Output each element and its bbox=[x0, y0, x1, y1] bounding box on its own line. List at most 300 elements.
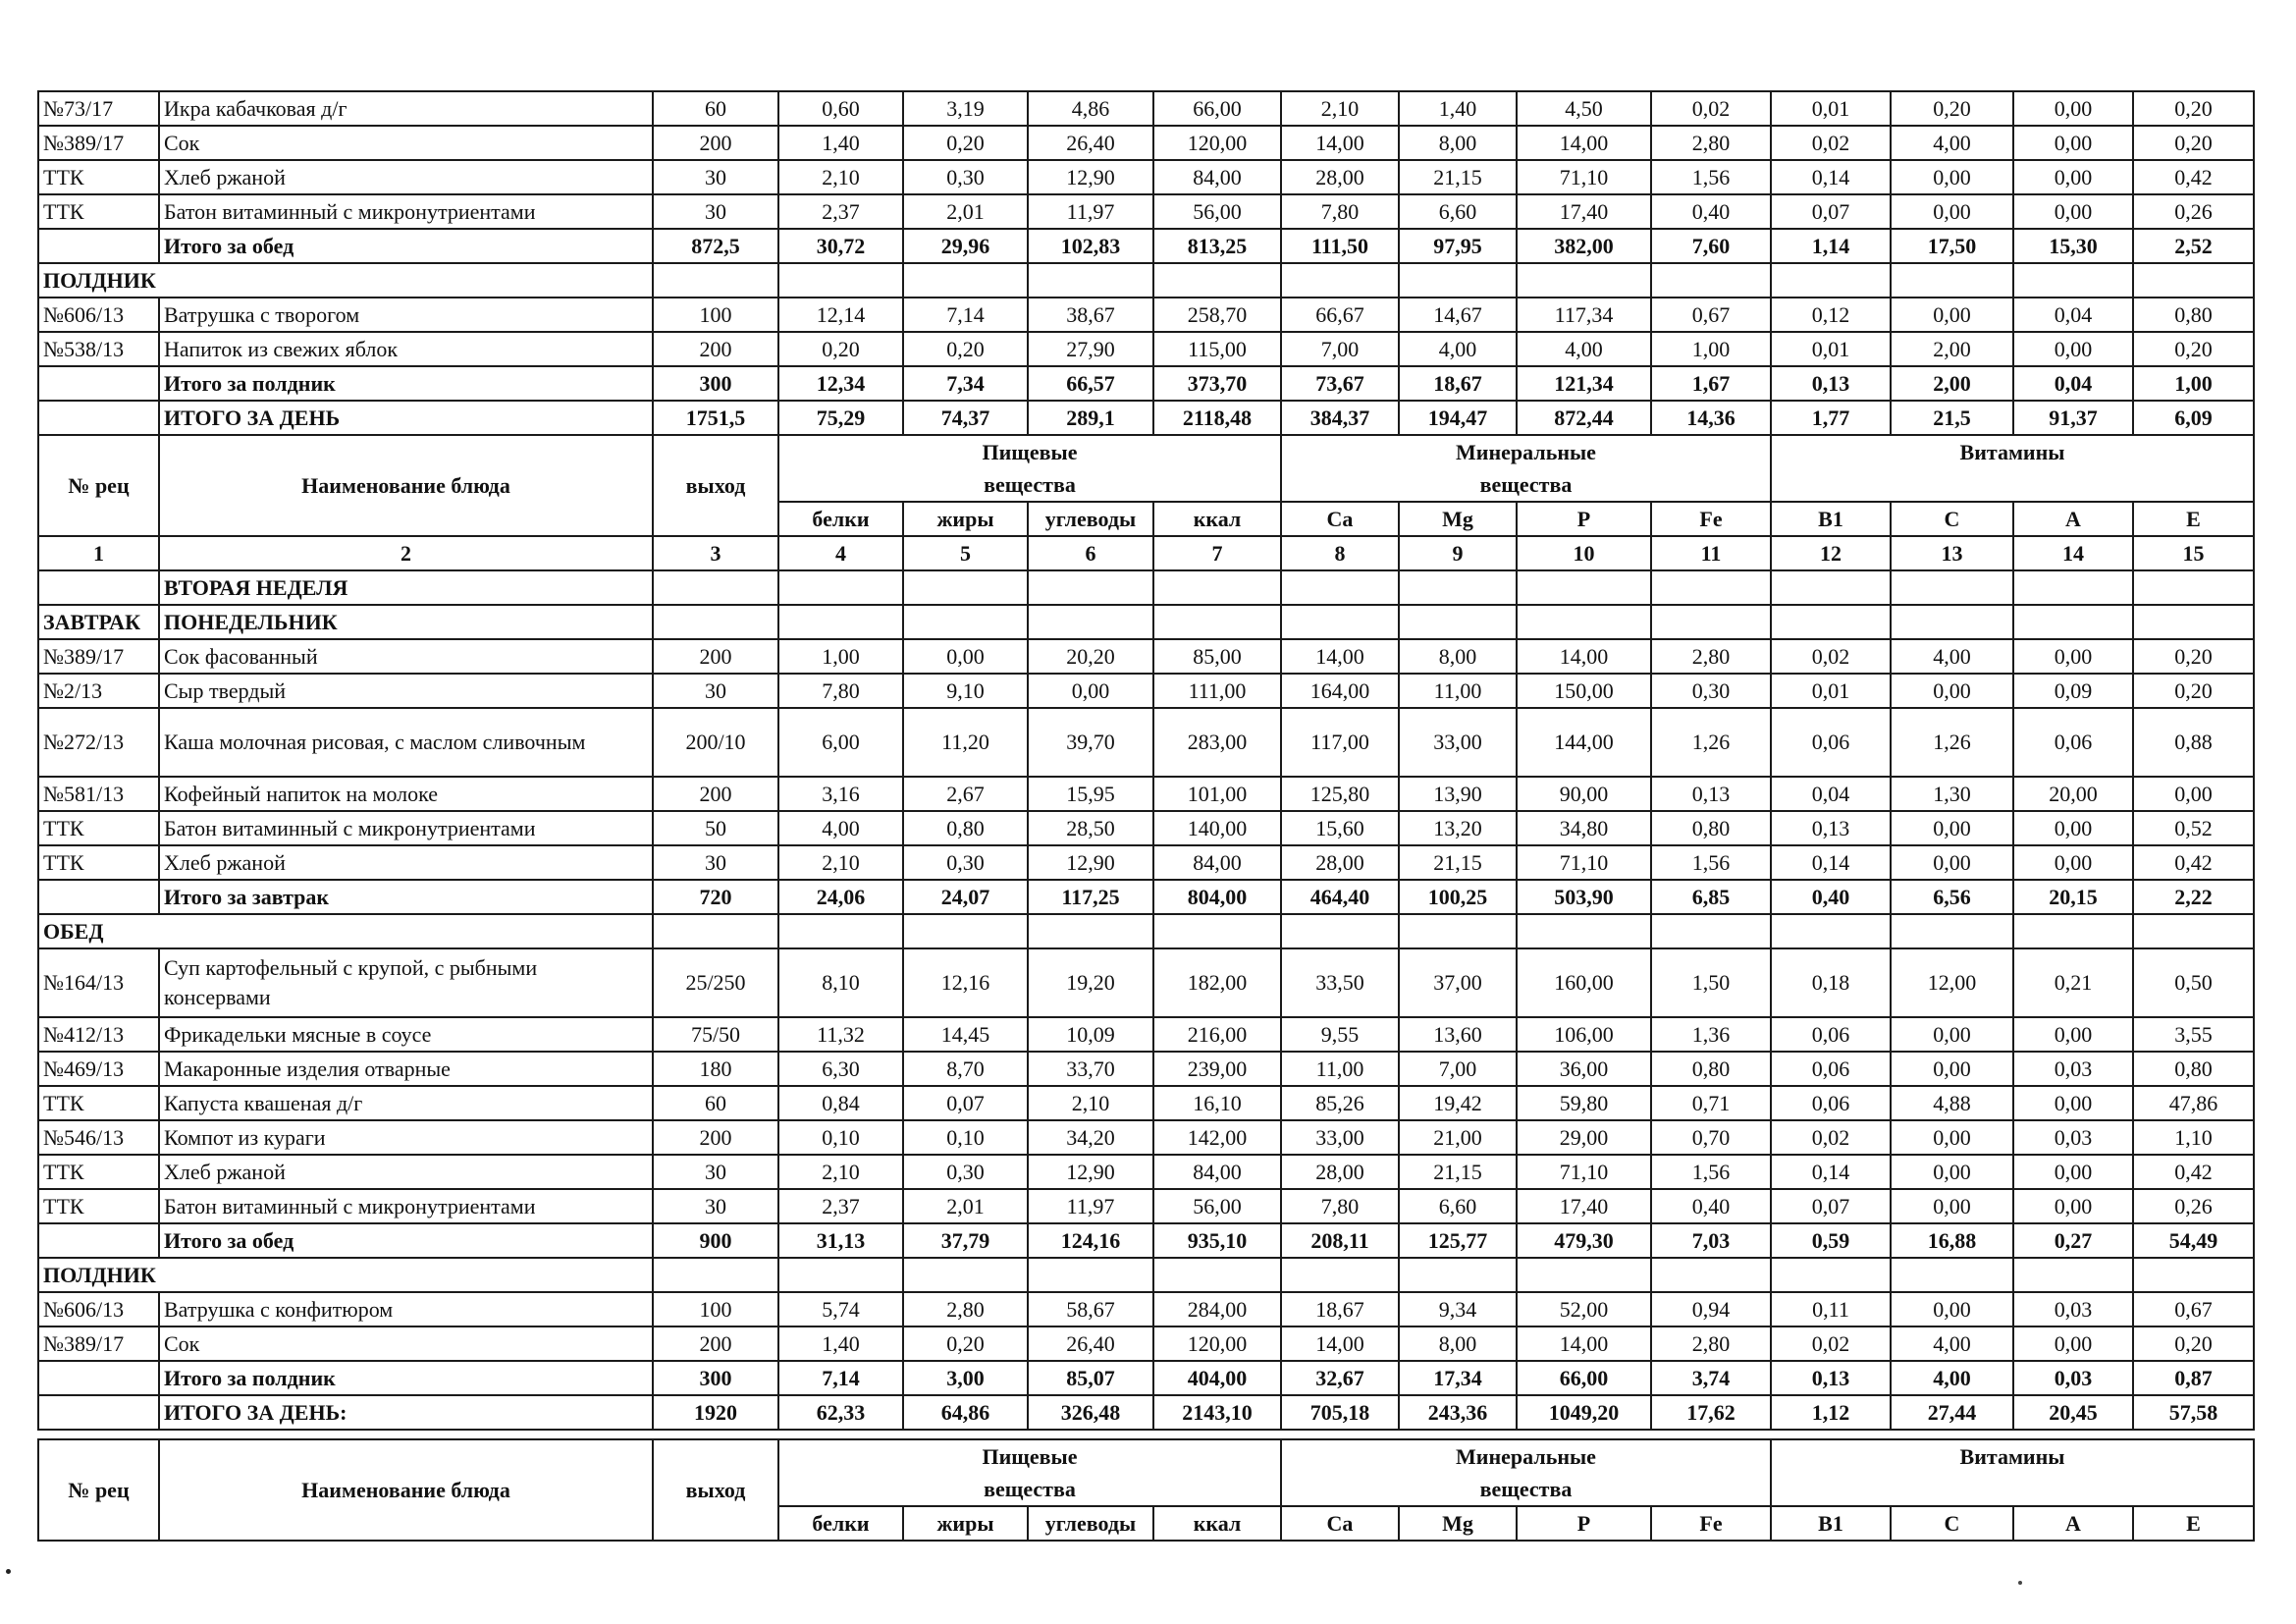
value-cell: 0,13 bbox=[1771, 1361, 1891, 1395]
value-cell: 8,00 bbox=[1399, 639, 1517, 674]
value-cell: 813,25 bbox=[1153, 229, 1281, 263]
recipe-number: ТТК bbox=[38, 845, 159, 880]
value-cell: 0,00 bbox=[2013, 1086, 2133, 1120]
value-cell: 17,34 bbox=[1399, 1361, 1517, 1395]
value-cell: 0,42 bbox=[2133, 845, 2254, 880]
value-cell: 6,60 bbox=[1399, 1189, 1517, 1223]
value-cell: 0,00 bbox=[1891, 1017, 2013, 1052]
value-cell: 54,49 bbox=[2133, 1223, 2254, 1258]
table-row bbox=[38, 777, 2254, 811]
recipe-number: ТТК bbox=[38, 1086, 159, 1120]
value-cell: 0,06 bbox=[1771, 1052, 1891, 1086]
value-cell: 71,10 bbox=[1517, 1155, 1651, 1189]
dish-output: 30 bbox=[653, 674, 778, 708]
value-cell: 2143,10 bbox=[1153, 1395, 1281, 1430]
value-cell: 91,37 bbox=[2013, 401, 2133, 435]
value-cell: 7,14 bbox=[778, 1361, 903, 1395]
value-cell: 28,00 bbox=[1281, 845, 1399, 880]
value-cell: 3,74 bbox=[1651, 1361, 1771, 1395]
value-cell: 12,00 bbox=[1891, 948, 2013, 1017]
value-cell: 0,00 bbox=[1891, 1120, 2013, 1155]
value-cell: 7,14 bbox=[903, 298, 1028, 332]
blank-cell bbox=[2133, 1258, 2254, 1292]
value-cell: 0,40 bbox=[1651, 194, 1771, 229]
blank-cell bbox=[1517, 914, 1651, 948]
value-cell: 0,30 bbox=[1651, 674, 1771, 708]
dish-output: 720 bbox=[653, 880, 778, 914]
dish-output: 60 bbox=[653, 91, 778, 126]
value-cell: 29,00 bbox=[1517, 1120, 1651, 1155]
blank-cell bbox=[1891, 1258, 2013, 1292]
value-cell: 9,34 bbox=[1399, 1292, 1517, 1326]
value-cell: 0,00 bbox=[2013, 1326, 2133, 1361]
value-cell: 4,00 bbox=[1891, 639, 2013, 674]
value-cell: 8,70 bbox=[903, 1052, 1028, 1086]
value-cell: 66,67 bbox=[1281, 298, 1399, 332]
table-row bbox=[38, 1052, 2254, 1086]
value-cell: 2,22 bbox=[2133, 880, 2254, 914]
value-cell: 0,00 bbox=[2013, 160, 2133, 194]
column-number: 15 bbox=[2133, 536, 2254, 570]
value-cell: 12,34 bbox=[778, 366, 903, 401]
header-output: выход bbox=[653, 435, 778, 536]
value-cell: 14,00 bbox=[1281, 126, 1399, 160]
header-minerals-2: вещества bbox=[1281, 468, 1771, 502]
recipe-number bbox=[38, 880, 159, 914]
table-row bbox=[38, 126, 2254, 160]
value-cell: 117,00 bbox=[1281, 708, 1399, 777]
value-cell: 120,00 bbox=[1153, 1326, 1281, 1361]
recipe-number: №389/17 bbox=[38, 1326, 159, 1361]
column-number: 6 bbox=[1028, 536, 1153, 570]
header-vitamins-r2 bbox=[1771, 1473, 2254, 1506]
blank-cell bbox=[778, 263, 903, 298]
value-cell: 12,90 bbox=[1028, 160, 1153, 194]
value-cell: 3,00 bbox=[903, 1361, 1028, 1395]
value-cell: 21,15 bbox=[1399, 1155, 1517, 1189]
value-cell: 125,77 bbox=[1399, 1223, 1517, 1258]
section-row bbox=[38, 1258, 2254, 1292]
value-cell: 0,14 bbox=[1771, 160, 1891, 194]
value-cell: 17,40 bbox=[1517, 194, 1651, 229]
value-cell: 111,50 bbox=[1281, 229, 1399, 263]
value-cell: 6,00 bbox=[778, 708, 903, 777]
recipe-number: №2/13 bbox=[38, 674, 159, 708]
recipe-number: №546/13 bbox=[38, 1120, 159, 1155]
value-cell: 464,40 bbox=[1281, 880, 1399, 914]
value-cell: 32,67 bbox=[1281, 1361, 1399, 1395]
value-cell: 106,00 bbox=[1517, 1017, 1651, 1052]
blank-cell bbox=[38, 570, 159, 605]
value-cell: 0,00 bbox=[1891, 298, 2013, 332]
recipe-number: ТТК bbox=[38, 194, 159, 229]
value-cell: 194,47 bbox=[1399, 401, 1517, 435]
value-cell: 1049,20 bbox=[1517, 1395, 1651, 1430]
top-section bbox=[38, 91, 2254, 435]
total-row bbox=[38, 1361, 2254, 1395]
dish-output: 180 bbox=[653, 1052, 778, 1086]
dish-name: Итого за обед bbox=[159, 1223, 653, 1258]
value-cell: 1,26 bbox=[1651, 708, 1771, 777]
main-section bbox=[38, 570, 2254, 1430]
column-number: 8 bbox=[1281, 536, 1399, 570]
value-cell: 0,00 bbox=[2013, 126, 2133, 160]
value-cell: 1,40 bbox=[778, 1326, 903, 1361]
value-cell: 14,36 bbox=[1651, 401, 1771, 435]
blank-cell bbox=[1153, 1258, 1281, 1292]
value-cell: 26,40 bbox=[1028, 1326, 1153, 1361]
recipe-number: №581/13 bbox=[38, 777, 159, 811]
dish-name: Кофейный напиток на молоке bbox=[159, 777, 653, 811]
value-cell: 0,88 bbox=[2133, 708, 2254, 777]
value-cell: 90,00 bbox=[1517, 777, 1651, 811]
column-name: P bbox=[1517, 1506, 1651, 1541]
value-cell: 73,67 bbox=[1281, 366, 1399, 401]
value-cell: 2,10 bbox=[778, 160, 903, 194]
column-number: 1 bbox=[38, 536, 159, 570]
table-row bbox=[38, 298, 2254, 332]
value-cell: 13,60 bbox=[1399, 1017, 1517, 1052]
value-cell: 11,32 bbox=[778, 1017, 903, 1052]
value-cell: 239,00 bbox=[1153, 1052, 1281, 1086]
dish-name: Батон витаминный с микронутриентами bbox=[159, 1189, 653, 1223]
value-cell: 0,09 bbox=[2013, 674, 2133, 708]
value-cell: 27,44 bbox=[1891, 1395, 2013, 1430]
column-name: жиры bbox=[903, 502, 1028, 536]
value-cell: 0,02 bbox=[1771, 1120, 1891, 1155]
value-cell: 2,80 bbox=[903, 1292, 1028, 1326]
value-cell: 0,03 bbox=[2013, 1361, 2133, 1395]
column-number: 2 bbox=[159, 536, 653, 570]
value-cell: 0,00 bbox=[2013, 194, 2133, 229]
dish-output: 50 bbox=[653, 811, 778, 845]
value-cell: 0,10 bbox=[903, 1120, 1028, 1155]
value-cell: 243,36 bbox=[1399, 1395, 1517, 1430]
value-cell: 0,80 bbox=[903, 811, 1028, 845]
value-cell: 1,14 bbox=[1771, 229, 1891, 263]
day-label: ПОНЕДЕЛЬНИК bbox=[159, 605, 653, 639]
header-minerals-r2: вещества bbox=[1281, 1473, 1771, 1506]
value-cell: 1,56 bbox=[1651, 845, 1771, 880]
value-cell: 33,00 bbox=[1281, 1120, 1399, 1155]
value-cell: 6,60 bbox=[1399, 194, 1517, 229]
value-cell: 37,00 bbox=[1399, 948, 1517, 1017]
value-cell: 111,00 bbox=[1153, 674, 1281, 708]
value-cell: 0,42 bbox=[2133, 1155, 2254, 1189]
dish-output: 25/250 bbox=[653, 948, 778, 1017]
value-cell: 34,20 bbox=[1028, 1120, 1153, 1155]
value-cell: 2,80 bbox=[1651, 1326, 1771, 1361]
table-row bbox=[38, 948, 2254, 1017]
value-cell: 57,58 bbox=[2133, 1395, 2254, 1430]
dish-output: 200 bbox=[653, 126, 778, 160]
value-cell: 0,20 bbox=[778, 332, 903, 366]
value-cell: 6,85 bbox=[1651, 880, 1771, 914]
value-cell: 47,86 bbox=[2133, 1086, 2254, 1120]
value-cell: 0,07 bbox=[1771, 1189, 1891, 1223]
section-row bbox=[38, 263, 2254, 298]
value-cell: 1,30 bbox=[1891, 777, 2013, 811]
value-cell: 1,10 bbox=[2133, 1120, 2254, 1155]
value-cell: 0,20 bbox=[2133, 126, 2254, 160]
value-cell: 4,00 bbox=[778, 811, 903, 845]
value-cell: 13,20 bbox=[1399, 811, 1517, 845]
value-cell: 1,40 bbox=[1399, 91, 1517, 126]
value-cell: 2,00 bbox=[1891, 332, 2013, 366]
value-cell: 5,74 bbox=[778, 1292, 903, 1326]
value-cell: 0,80 bbox=[1651, 1052, 1771, 1086]
value-cell: 0,20 bbox=[903, 126, 1028, 160]
value-cell: 2,10 bbox=[1028, 1086, 1153, 1120]
value-cell: 0,30 bbox=[903, 1155, 1028, 1189]
value-cell: 8,00 bbox=[1399, 126, 1517, 160]
blank-cell bbox=[2013, 263, 2133, 298]
recipe-number: №389/17 bbox=[38, 126, 159, 160]
value-cell: 11,97 bbox=[1028, 194, 1153, 229]
value-cell: 6,30 bbox=[778, 1052, 903, 1086]
column-name: A bbox=[2013, 1506, 2133, 1541]
value-cell: 97,95 bbox=[1399, 229, 1517, 263]
dish-output: 200 bbox=[653, 332, 778, 366]
total-row bbox=[38, 1223, 2254, 1258]
value-cell: 283,00 bbox=[1153, 708, 1281, 777]
value-cell: 4,50 bbox=[1517, 91, 1651, 126]
value-cell: 382,00 bbox=[1517, 229, 1651, 263]
column-name: Ca bbox=[1281, 1506, 1399, 1541]
value-cell: 7,80 bbox=[1281, 194, 1399, 229]
table-row bbox=[38, 1189, 2254, 1223]
value-cell: 1,40 bbox=[778, 126, 903, 160]
blank-cell bbox=[1399, 914, 1517, 948]
dish-output: 200/10 bbox=[653, 708, 778, 777]
table-row bbox=[38, 845, 2254, 880]
value-cell: 36,00 bbox=[1517, 1052, 1651, 1086]
value-cell: 2,01 bbox=[903, 1189, 1028, 1223]
value-cell: 804,00 bbox=[1153, 880, 1281, 914]
value-cell: 15,60 bbox=[1281, 811, 1399, 845]
header-vitamins-blank bbox=[1771, 468, 2254, 502]
dish-name: Сок bbox=[159, 126, 653, 160]
value-cell: 74,37 bbox=[903, 401, 1028, 435]
dish-name: ИТОГО ЗА ДЕНЬ: bbox=[159, 1395, 653, 1430]
value-cell: 85,00 bbox=[1153, 639, 1281, 674]
value-cell: 0,00 bbox=[1891, 160, 2013, 194]
value-cell: 0,11 bbox=[1771, 1292, 1891, 1326]
value-cell: 0,00 bbox=[1891, 674, 2013, 708]
value-cell: 0,01 bbox=[1771, 91, 1891, 126]
value-cell: 0,67 bbox=[1651, 298, 1771, 332]
blank-cell bbox=[1281, 914, 1399, 948]
column-name: E bbox=[2133, 1506, 2254, 1541]
dish-name: Итого за обед bbox=[159, 229, 653, 263]
dish-name: Макаронные изделия отварные bbox=[159, 1052, 653, 1086]
value-cell: 16,10 bbox=[1153, 1086, 1281, 1120]
dish-output: 900 bbox=[653, 1223, 778, 1258]
value-cell: 0,02 bbox=[1651, 91, 1771, 126]
value-cell: 0,00 bbox=[2013, 1017, 2133, 1052]
recipe-number bbox=[38, 229, 159, 263]
column-name: белки bbox=[778, 1506, 903, 1541]
value-cell: 102,83 bbox=[1028, 229, 1153, 263]
table-gap bbox=[38, 1430, 2254, 1439]
value-cell: 0,07 bbox=[1771, 194, 1891, 229]
dish-output: 60 bbox=[653, 1086, 778, 1120]
value-cell: 84,00 bbox=[1153, 160, 1281, 194]
value-cell: 115,00 bbox=[1153, 332, 1281, 366]
value-cell: 0,10 bbox=[778, 1120, 903, 1155]
dish-name: Капуста квашеная д/г bbox=[159, 1086, 653, 1120]
value-cell: 12,90 bbox=[1028, 845, 1153, 880]
table-row bbox=[38, 708, 2254, 777]
value-cell: 7,34 bbox=[903, 366, 1028, 401]
value-cell: 85,07 bbox=[1028, 1361, 1153, 1395]
header-minerals: Минеральные bbox=[1281, 435, 1771, 468]
value-cell: 56,00 bbox=[1153, 1189, 1281, 1223]
blank-cell bbox=[653, 914, 778, 948]
header-vitamins-r: Витамины bbox=[1771, 1439, 2254, 1473]
value-cell: 84,00 bbox=[1153, 845, 1281, 880]
value-cell: 373,70 bbox=[1153, 366, 1281, 401]
value-cell: 11,97 bbox=[1028, 1189, 1153, 1223]
value-cell: 1,56 bbox=[1651, 160, 1771, 194]
recipe-number: №272/13 bbox=[38, 708, 159, 777]
value-cell: 120,00 bbox=[1153, 126, 1281, 160]
blank-cell bbox=[1028, 914, 1153, 948]
value-cell: 0,06 bbox=[2013, 708, 2133, 777]
value-cell: 0,50 bbox=[2133, 948, 2254, 1017]
dish-name: Хлеб ржаной bbox=[159, 1155, 653, 1189]
recipe-number: №538/13 bbox=[38, 332, 159, 366]
value-cell: 0,00 bbox=[1891, 1052, 2013, 1086]
blank-cell bbox=[1891, 914, 2013, 948]
blank-cell bbox=[1771, 263, 1891, 298]
value-cell: 21,00 bbox=[1399, 1120, 1517, 1155]
column-name: P bbox=[1517, 502, 1651, 536]
value-cell: 0,00 bbox=[1891, 1292, 2013, 1326]
blank-cell bbox=[1891, 263, 2013, 298]
recipe-number: ТТК bbox=[38, 811, 159, 845]
value-cell: 0,84 bbox=[778, 1086, 903, 1120]
value-cell: 16,88 bbox=[1891, 1223, 2013, 1258]
value-cell: 0,04 bbox=[2013, 298, 2133, 332]
value-cell: 18,67 bbox=[1399, 366, 1517, 401]
value-cell: 7,00 bbox=[1281, 332, 1399, 366]
value-cell: 29,96 bbox=[903, 229, 1028, 263]
column-name: ккал bbox=[1153, 1506, 1281, 1541]
blank-cell bbox=[1028, 1258, 1153, 1292]
dish-name: ИТОГО ЗА ДЕНЬ bbox=[159, 401, 653, 435]
value-cell: 24,07 bbox=[903, 880, 1028, 914]
value-cell: 216,00 bbox=[1153, 1017, 1281, 1052]
column-number: 14 bbox=[2013, 536, 2133, 570]
dish-output: 1751,5 bbox=[653, 401, 778, 435]
value-cell: 1,12 bbox=[1771, 1395, 1891, 1430]
value-cell: 2,00 bbox=[1891, 366, 2013, 401]
table-row bbox=[38, 1155, 2254, 1189]
recipe-number: №164/13 bbox=[38, 948, 159, 1017]
column-number: 13 bbox=[1891, 536, 2013, 570]
value-cell: 0,20 bbox=[2133, 332, 2254, 366]
value-cell: 17,50 bbox=[1891, 229, 2013, 263]
value-cell: 6,09 bbox=[2133, 401, 2254, 435]
value-cell: 85,26 bbox=[1281, 1086, 1399, 1120]
value-cell: 164,00 bbox=[1281, 674, 1399, 708]
dish-name: Итого за полдник bbox=[159, 1361, 653, 1395]
dish-output: 30 bbox=[653, 160, 778, 194]
dish-output: 200 bbox=[653, 777, 778, 811]
value-cell: 75,29 bbox=[778, 401, 903, 435]
value-cell: 19,20 bbox=[1028, 948, 1153, 1017]
dish-name: Итого за полдник bbox=[159, 366, 653, 401]
value-cell: 0,02 bbox=[1771, 639, 1891, 674]
value-cell: 4,00 bbox=[1891, 1361, 2013, 1395]
dish-name: Ватрушка с творогом bbox=[159, 298, 653, 332]
value-cell: 1,56 bbox=[1651, 1155, 1771, 1189]
blank-cell bbox=[1771, 914, 1891, 948]
value-cell: 7,03 bbox=[1651, 1223, 1771, 1258]
value-cell: 0,80 bbox=[1651, 811, 1771, 845]
header-nutrients-2: вещества bbox=[778, 468, 1281, 502]
recipe-number bbox=[38, 1361, 159, 1395]
value-cell: 935,10 bbox=[1153, 1223, 1281, 1258]
value-cell: 0,40 bbox=[1651, 1189, 1771, 1223]
value-cell: 0,80 bbox=[2133, 1052, 2254, 1086]
blank-cell bbox=[778, 1258, 903, 1292]
recipe-number: №606/13 bbox=[38, 1292, 159, 1326]
table-row bbox=[38, 674, 2254, 708]
value-cell: 705,18 bbox=[1281, 1395, 1399, 1430]
value-cell: 0,40 bbox=[1771, 880, 1891, 914]
column-name: Fe bbox=[1651, 502, 1771, 536]
value-cell: 2,37 bbox=[778, 1189, 903, 1223]
recipe-number: №412/13 bbox=[38, 1017, 159, 1052]
section-label: ПОЛДНИК bbox=[38, 263, 653, 298]
value-cell: 3,16 bbox=[778, 777, 903, 811]
value-cell: 140,00 bbox=[1153, 811, 1281, 845]
value-cell: 0,04 bbox=[2013, 366, 2133, 401]
column-name: C bbox=[1891, 502, 2013, 536]
value-cell: 0,13 bbox=[1771, 811, 1891, 845]
dish-output: 30 bbox=[653, 1155, 778, 1189]
blank-cell bbox=[1028, 263, 1153, 298]
blank-cell bbox=[1281, 1258, 1399, 1292]
value-cell: 52,00 bbox=[1517, 1292, 1651, 1326]
value-cell: 0,00 bbox=[1891, 1189, 2013, 1223]
column-name: углеводы bbox=[1028, 1506, 1153, 1541]
dish-name: Итого за завтрак bbox=[159, 880, 653, 914]
table-header bbox=[38, 435, 2254, 570]
value-cell: 2,80 bbox=[1651, 126, 1771, 160]
value-cell: 15,30 bbox=[2013, 229, 2133, 263]
dish-output: 30 bbox=[653, 194, 778, 229]
value-cell: 20,00 bbox=[2013, 777, 2133, 811]
value-cell: 14,67 bbox=[1399, 298, 1517, 332]
value-cell: 1,00 bbox=[1651, 332, 1771, 366]
value-cell: 2,10 bbox=[1281, 91, 1399, 126]
breakfast-label: ЗАВТРАК bbox=[38, 605, 159, 639]
value-cell: 0,07 bbox=[903, 1086, 1028, 1120]
value-cell: 4,00 bbox=[1891, 126, 2013, 160]
dish-output: 300 bbox=[653, 366, 778, 401]
column-name: B1 bbox=[1771, 502, 1891, 536]
value-cell: 15,95 bbox=[1028, 777, 1153, 811]
value-cell: 18,67 bbox=[1281, 1292, 1399, 1326]
value-cell: 4,00 bbox=[1517, 332, 1651, 366]
value-cell: 0,52 bbox=[2133, 811, 2254, 845]
blank-cell bbox=[903, 263, 1028, 298]
value-cell: 26,40 bbox=[1028, 126, 1153, 160]
value-cell: 39,70 bbox=[1028, 708, 1153, 777]
